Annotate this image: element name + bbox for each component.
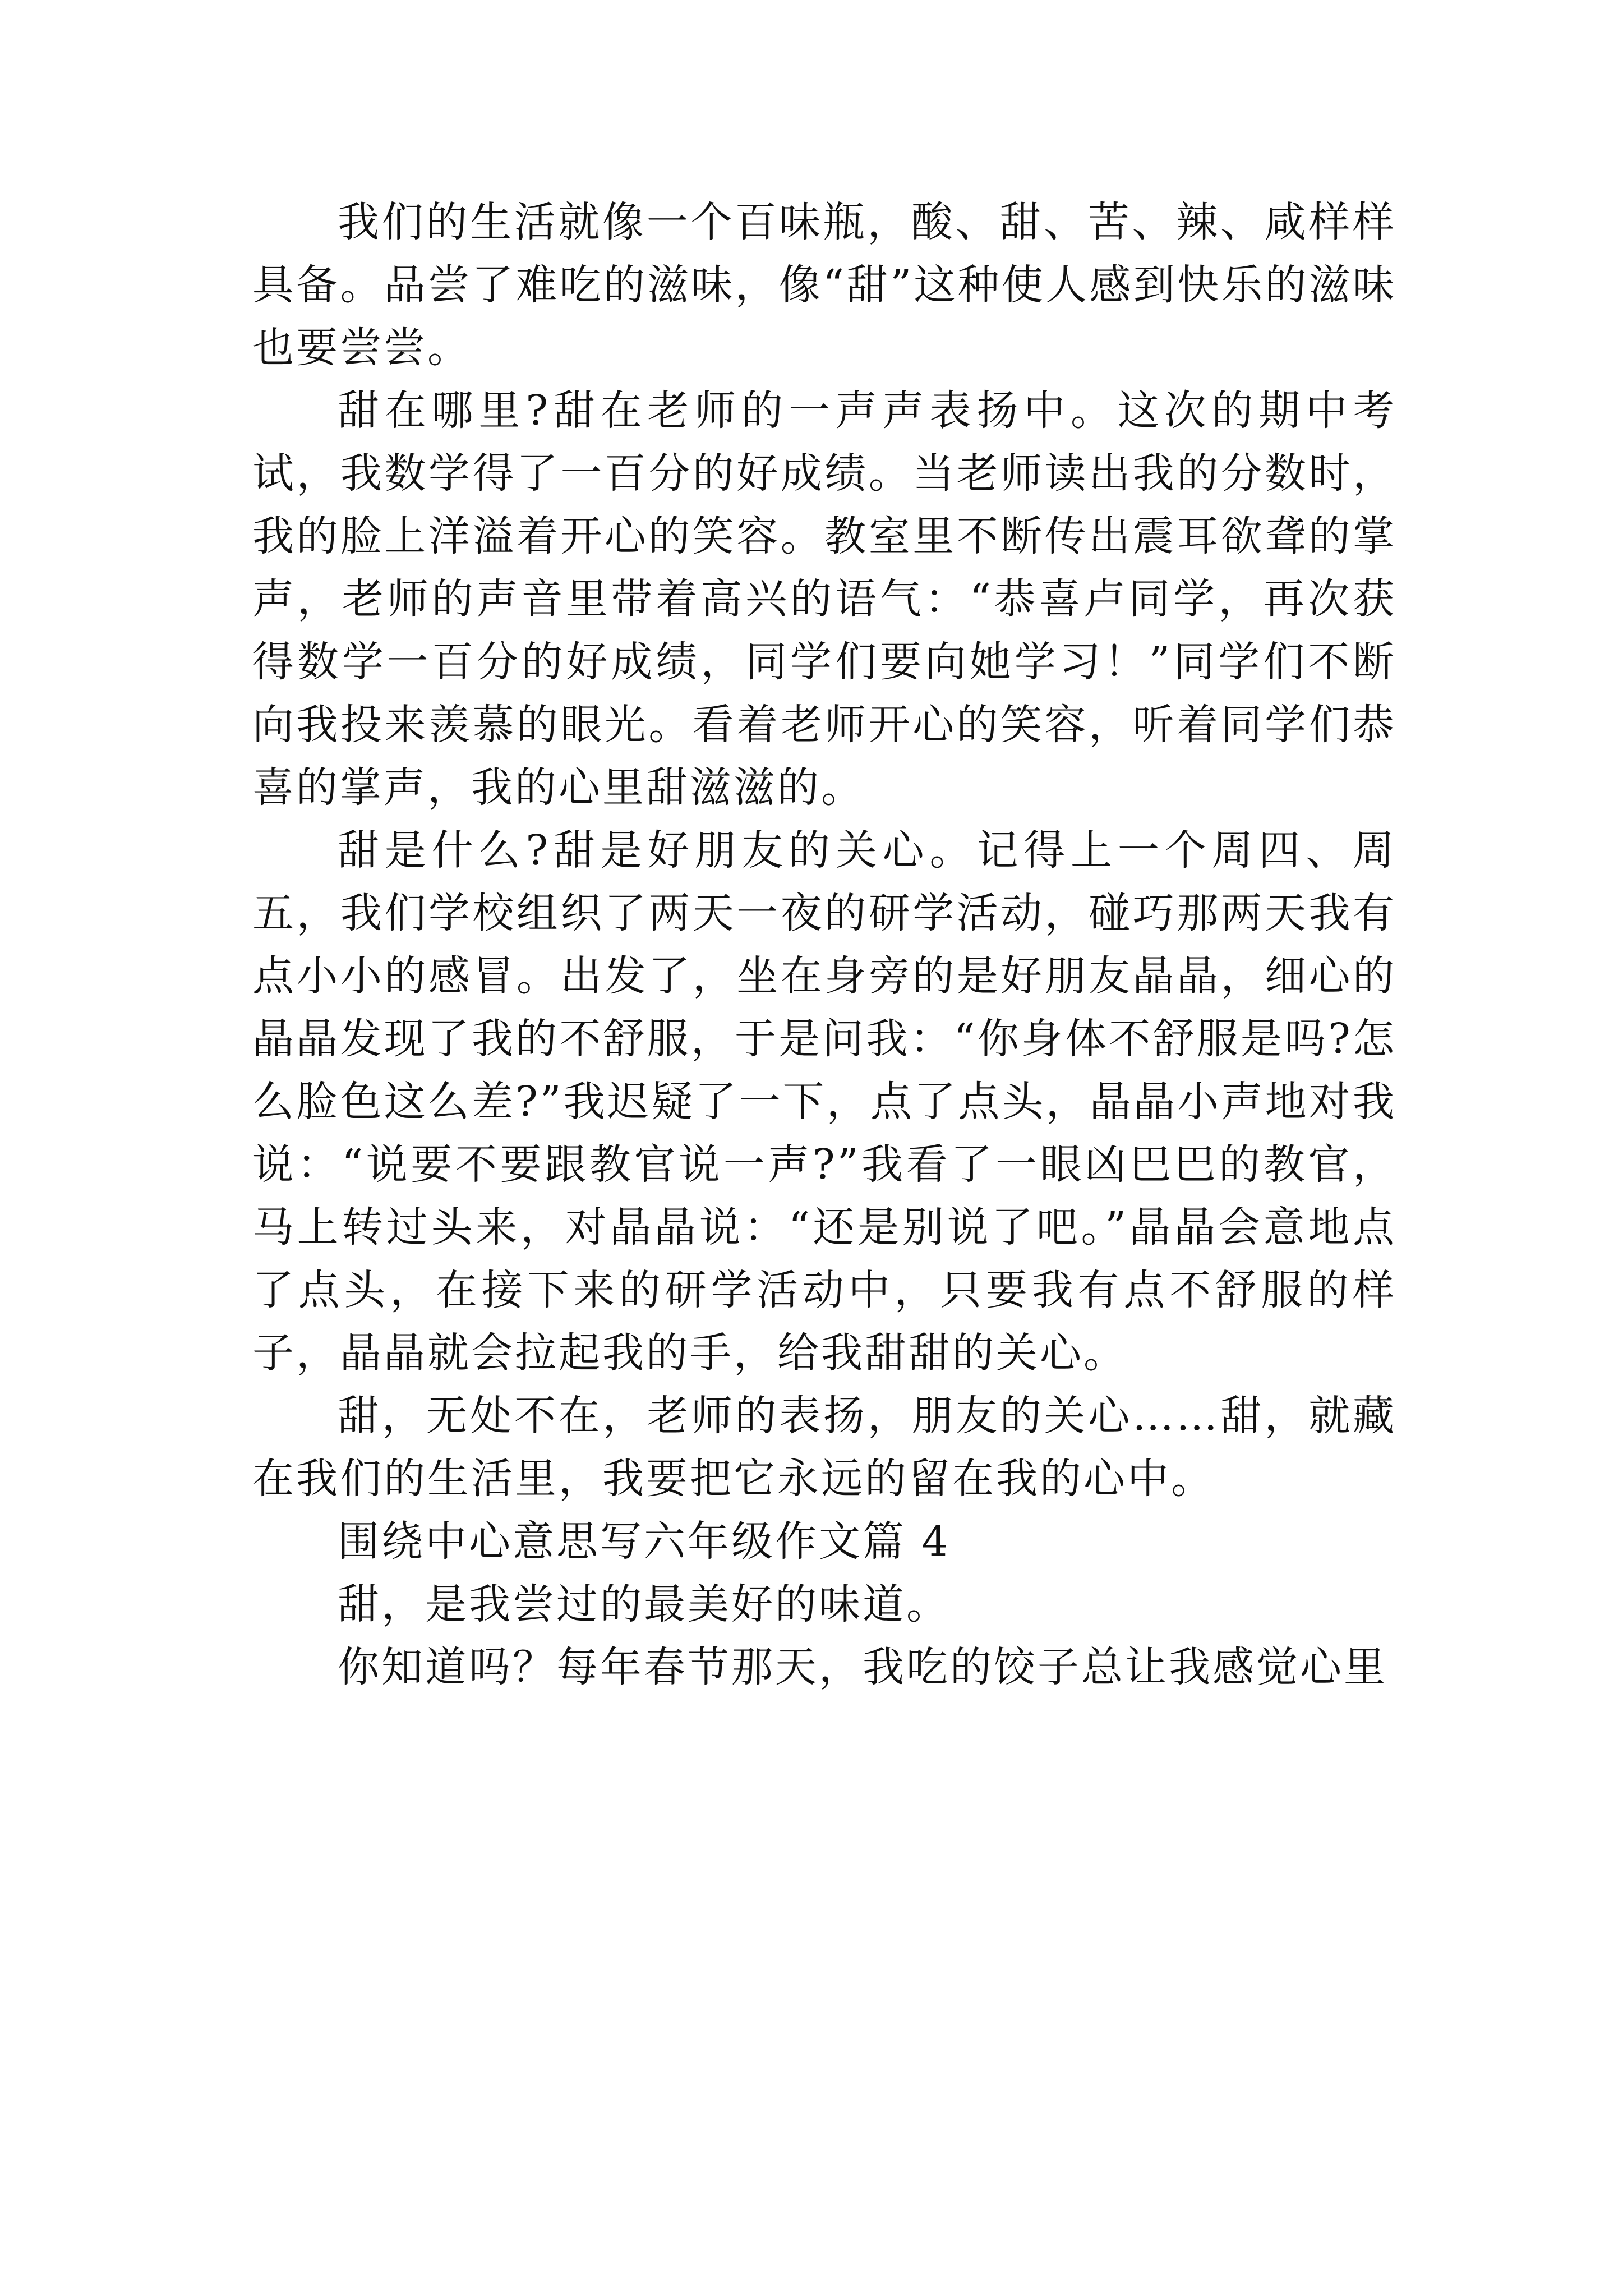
paragraph-sweet-taste: 甜，是我尝过的最美好的味道。 <box>338 1580 950 1628</box>
paragraph-conclusion: 甜，无处不在，老师的表扬，朋友的关心……甜，就藏在我们的生活里，我要把它永远的留在我的心中。 <box>252 1392 1396 1503</box>
paragraph-intro: 我们的生活就像一个百味瓶，酸、甜、苦、辣、咸样样具备。品尝了难吃的滋味，像“甜”这种使人感到快乐的滋味也要尝尝。 <box>252 198 1396 372</box>
paragraph-spring-festival: 你知道吗？每年春节那天，我吃的饺子总让我感觉心里 <box>338 1643 1387 1691</box>
section-heading: 围绕中心意思写六年级作文篇 4 <box>338 1517 951 1566</box>
paragraph-teacher-praise: 甜在哪里?甜在老师的一声声表扬中。这次的期中考试，我数学得了一百分的好成绩。当老师读出我的分数时，我的脸上洋溢着开心的笑容。教室里不断传出震耳欲聋的掌声，老师的声音里带着高兴的语气：“恭喜卢同学，再次获得数学一百分的好成绩，同学们要向她学习！”同学们不断向我投来羡慕的眼光。看着老师开心的笑容，听着同学们恭喜的掌声，我的心里甜滋滋的。 <box>252 386 1396 812</box>
paragraph-friend-care: 甜是什么?甜是好朋友的关心。记得上一个周四、周五，我们学校组织了两天一夜的研学活动，碰巧那两天我有点小小的感冒。出发了，坐在身旁的是好朋友晶晶，细心的晶晶发现了我的不舒服，于是问我：“你身体不舒服是吗?怎么脸色这么差?”我迟疑了一下，点了点头，晶晶小声地对我说：“说要不要跟教官说一声?”我看了一眼凶巴巴的教官，马上转过头来，对晶晶说：“还是别说了吧。”晶晶会意地点了点头，在接下来的研学活动中，只要我有点不舒服的样子，晶晶就会拉起我的手，给我甜甜的关心。 <box>252 826 1396 1377</box>
document-body <box>252 191 1396 1699</box>
